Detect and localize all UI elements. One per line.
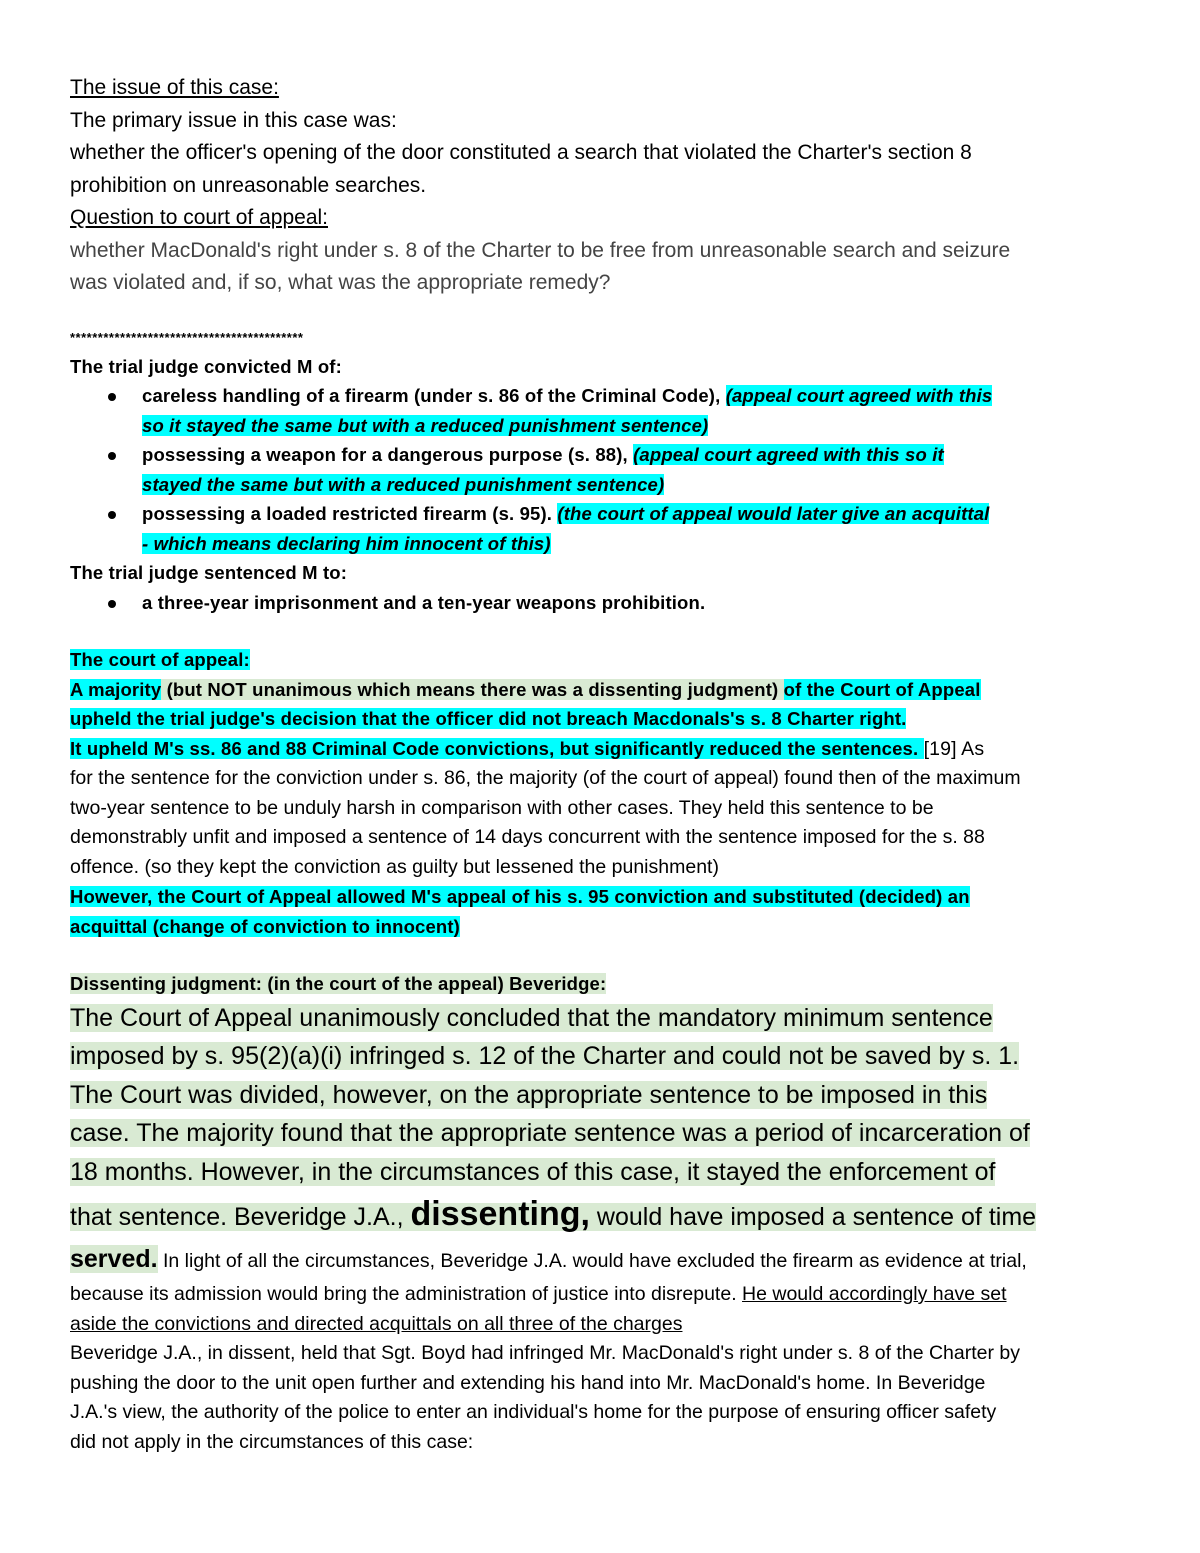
- conviction-item: [70, 381, 1130, 440]
- conviction-note: (the court of appeal would later give an acquittal: [557, 503, 990, 524]
- conviction-text: possessing a weapon for a dangerous purpose (s. 88),: [142, 444, 634, 465]
- issue-intro: The primary issue in this case was:: [70, 108, 397, 132]
- conviction-text: careless handling of a firearm (under s. 86 of the Criminal Code),: [142, 385, 726, 406]
- coa-text-line-5: two-year sentence to be unduly harsh in comparison with other cases. They held this sentence to be: [70, 796, 934, 819]
- dissent-text-line-2: imposed by s. 95(2)(a)(i) infringed s. 12 of the Charter and could not be saved by s. 1.: [70, 1042, 1020, 1070]
- conviction-note: (appeal court agreed with this: [725, 385, 993, 406]
- conviction-note-cont: - which means declaring him innocent of this): [142, 532, 551, 554]
- bullet-icon: [108, 452, 116, 460]
- coa-majority: A majority: [70, 678, 162, 700]
- coa-acquittal-cont: acquittal (change of conviction to innocent): [70, 915, 460, 937]
- conviction-note-cont: so it stayed the same but with a reduced punishment sentence): [142, 414, 709, 436]
- convicted-heading: The trial judge convicted M of:: [70, 355, 342, 377]
- coa-reference: [19] As: [923, 737, 985, 760]
- coa-upheld: upheld the trial judge's decision that the officer did not breach Macdonals's s. 8 Charter right.: [70, 708, 907, 729]
- conviction-note-cont: stayed the same but with a reduced punishment sentence): [142, 473, 665, 495]
- sentenced-heading: The trial judge sentenced M to:: [70, 562, 348, 583]
- bullet-icon: [108, 511, 116, 519]
- dissent-text-line-1: The Court of Appeal unanimously concluded that the mandatory minimum sentence: [70, 1003, 993, 1032]
- final-text-line-2: pushing the door to the unit open further and extending his hand into Mr. MacDonald's home. In Beveridge: [70, 1371, 986, 1394]
- question-text-line-2: was violated and, if so, what was the appropriate remedy?: [70, 271, 611, 294]
- dissent-text-line-7: In light of all the circumstances, Beveridge J.A. would have excluded the firearm as evidence at trial,: [157, 1250, 1027, 1272]
- conviction-note: (appeal court agreed with this so it: [633, 444, 944, 465]
- question-text-line-1: whether MacDonald's right under s. 8 of the Charter to be free from unreasonable search and seizure: [70, 238, 1011, 262]
- dissent-text-line-3: The Court was divided, however, on the appropriate sentence to be imposed in this: [70, 1080, 988, 1109]
- coa-text-line-6: demonstrably unfit and imposed a sentence of 14 days concurrent with the sentence imposed for the s. 88: [70, 826, 985, 848]
- dissent-text-line-4: case. The majority found that the appropriate sentence was a period of incarceration of: [70, 1119, 1030, 1147]
- bullet-icon: [108, 393, 116, 401]
- conviction-item: [70, 440, 1130, 499]
- dissent-text-line-6: that sentence. Beveridge J.A., dissenting, would have imposed a sentence of time: [70, 1195, 1037, 1233]
- coa-note: (but NOT unanimous which means there was a dissenting judgment): [161, 678, 784, 700]
- dissent-conclusion-cont: aside the convictions and directed acquittals on all three of the charges: [70, 1312, 683, 1335]
- sentence-item: a three-year imprisonment and a ten-year weapons prohibition.: [142, 591, 706, 613]
- dissent-conclusion: He would accordingly have set: [742, 1283, 1007, 1305]
- coa-court: of the Court of Appeal: [783, 678, 981, 700]
- issue-text-line-2: prohibition on unreasonable searches.: [70, 173, 427, 197]
- coa-acquittal: However, the Court of Appeal allowed M's appeal of his s. 95 conviction and substituted (decided) an: [70, 886, 970, 907]
- final-text-line-4: did not apply in the circumstances of this case:: [70, 1430, 474, 1453]
- dissent-heading: Dissenting judgment: (in the court of the appeal) Beveridge:: [70, 973, 607, 994]
- coa-convictions: It upheld M's ss. 86 and 88 Criminal Code convictions, but significantly reduced the sentences.: [70, 737, 924, 759]
- issue-text-line-1: whether the officer's opening of the door constituted a search that violated the Charter's section 8: [70, 141, 972, 164]
- document-page: [70, 72, 1130, 1457]
- coa-text-line-7: offence. (so they kept the conviction as guilty but lessened the punishment): [70, 855, 719, 878]
- coa-heading: The court of appeal:: [70, 649, 250, 670]
- issue-heading: The issue of this case:: [70, 76, 279, 99]
- conviction-text: possessing a loaded restricted firearm (s. 95).: [142, 503, 558, 524]
- served-word: served.: [70, 1245, 158, 1273]
- final-text-line-3: J.A.'s view, the authority of the police to enter an individual's home for the purpose of ensuring officer safety: [70, 1401, 997, 1423]
- question-heading: Question to court of appeal:: [70, 206, 328, 229]
- dissent-text-line-8: because its admission would bring the administration of justice into disrepute.: [70, 1283, 743, 1305]
- bullet-icon: [108, 600, 116, 608]
- coa-text-line-4: for the sentence for the conviction under s. 86, the majority (of the court of appeal) found then of the maximum: [70, 767, 1021, 789]
- dissenting-word: dissenting,: [410, 1195, 590, 1233]
- separator: ******************************************: [70, 329, 304, 345]
- dissent-text-line-5: 18 months. However, in the circumstances of this case, it stayed the enforcement of: [70, 1157, 996, 1186]
- final-text-line-1: Beveridge J.A., in dissent, held that Sgt. Boyd had infringed Mr. MacDonald's right under s. 8 of the Charter by: [70, 1342, 1020, 1364]
- conviction-item: [70, 499, 1130, 558]
